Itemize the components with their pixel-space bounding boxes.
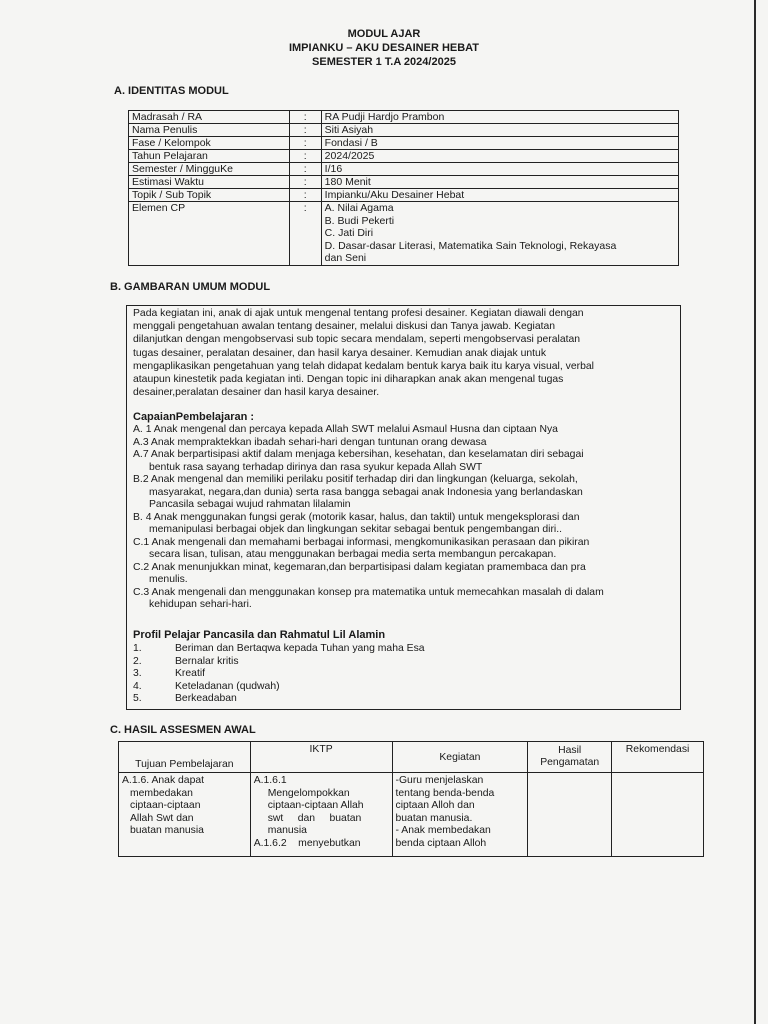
identitas-label: Fase / Kelompok — [129, 137, 290, 150]
cell-line: ciptaan Alloh dan — [395, 800, 475, 811]
gambaran-paragraph — [133, 307, 594, 399]
identitas-sep: : — [289, 137, 321, 150]
doc-title-line2: IMPIANKU – AKU DESAINER HEBAT — [288, 42, 480, 54]
identitas-sep: : — [289, 124, 321, 137]
cell-line: manusia — [267, 825, 307, 836]
cell-line: Allah Swt dan — [130, 812, 194, 824]
profil-number: 5. — [133, 693, 142, 705]
col-header-tujuan: Tujuan Pembelajaran — [119, 742, 251, 773]
assesmen-table — [118, 741, 704, 857]
cell-line: swt dan buatan — [267, 812, 362, 824]
identitas-row — [129, 111, 679, 124]
identitas-row — [129, 163, 679, 176]
identitas-value: 2024/2025 — [321, 150, 678, 163]
identitas-label: Nama Penulis — [129, 124, 290, 137]
elemen-item: D. Dasar-dasar Literasi, Matematika Sain Teknologi, Rekayasa — [324, 239, 617, 252]
cell-line: A.1.6.1 — [253, 775, 287, 786]
cell-line: Mengelompokkan — [267, 787, 350, 799]
elemen-item: B. Budi Pekerti — [324, 214, 395, 227]
profil-text: Keteladanan (qudwah) — [175, 680, 280, 692]
identitas-label: Tahun Pelajaran — [129, 150, 290, 163]
cell-iktp — [250, 773, 392, 857]
capaian-item: secara lisan, tulisan, atau menggunakan berbagai media serta membangun percakapan. — [149, 549, 557, 560]
capaian-item: A. 1 Anak mengenal dan percaya kepada Allah SWT melalui Asmaul Husna dan ciptaan Nya — [133, 424, 558, 435]
col-header-iktp: IKTP — [250, 742, 392, 773]
profil-item — [133, 643, 425, 656]
identitas-sep: : — [289, 150, 321, 163]
identitas-label: Semester / MingguKe — [129, 163, 290, 176]
identitas-table — [128, 110, 679, 266]
capaian-item: memanipulasi berbagai objek dan lingkungan sekitar sebagai bentuk pengembangan diri.. — [149, 524, 563, 535]
doc-title-line1: MODUL AJAR — [347, 28, 421, 40]
col-header-kegiatan: Kegiatan — [392, 742, 528, 773]
cell-tujuan — [119, 773, 251, 857]
cell-line: A.1.6.2 menyebutkan — [253, 837, 361, 849]
table-row — [119, 773, 704, 857]
cell-line: buatan manusia — [130, 825, 204, 836]
identitas-label: Madrasah / RA — [129, 111, 290, 124]
elemen-item: A. Nilai Agama — [324, 202, 394, 214]
cell-line: buatan manusia. — [395, 812, 473, 824]
paragraph-line: menggali pengetahuan awalan tentang desainer, melalui diskusi dan Tanya jawab. Kegiatan — [133, 321, 556, 333]
profil-number: 2. — [133, 655, 142, 667]
identitas-label: Elemen CP — [129, 202, 290, 266]
col-header-rekomendasi: Rekomendasi — [612, 742, 704, 773]
cell-line: -Guru menjelaskan — [395, 775, 484, 786]
capaian-item: A.3 Anak mempraktekkan ibadah sehari-hari dengan tuntunan orang dewasa — [133, 436, 487, 448]
capaian-item: A.7 Anak berpartisipasi aktif dalam menjaga kebersihan, kesehatan, dan keselamatan diri sebagai — [133, 449, 584, 460]
cell-hasil — [528, 773, 612, 857]
identitas-row — [129, 176, 679, 189]
identitas-label: Estimasi Waktu — [129, 176, 290, 189]
identitas-sep: : — [289, 189, 321, 202]
cell-line: ciptaan-ciptaan — [130, 800, 201, 811]
profil-text: Berkeadaban — [175, 693, 237, 705]
capaian-item: kehidupan sehari-hari. — [149, 599, 252, 610]
identitas-value: Fondasi / B — [321, 137, 678, 150]
identitas-value: Siti Asiyah — [321, 124, 678, 137]
profil-text: Kreatif — [175, 668, 206, 680]
capaian-item: C.2 Anak menunjukkan minat, kegemaran,dan berpartisipasi dalam kegiatan pramembaca dan pra — [133, 561, 586, 573]
identitas-value: Impianku/Aku Desainer Hebat — [321, 189, 678, 202]
identitas-sep: : — [289, 176, 321, 189]
identitas-row — [129, 124, 679, 137]
identitas-label: Topik / Sub Topik — [129, 189, 290, 202]
cell-kegiatan — [392, 773, 528, 857]
section-b-title: B. GAMBARAN UMUM MODUL — [110, 281, 271, 293]
profil-item — [133, 681, 425, 694]
cell-line: - Anak membedakan — [395, 825, 491, 836]
profil-item — [133, 693, 425, 706]
section-a-title: A. IDENTITAS MODUL — [114, 85, 229, 97]
elemen-item: C. Jati Diri — [324, 227, 374, 240]
capaian-item: masyarakat, negara,dan dunia) serta rasa bangga sebagai anak Indonesia yang berlandaskan — [149, 486, 583, 498]
elemen-list — [321, 202, 678, 266]
identitas-value: 180 Menit — [321, 176, 678, 189]
paragraph-line: Pada kegiatan ini, anak di ajak untuk mengenal tentang profesi desainer. Kegiatan diawali dengan — [133, 308, 584, 319]
capaian-item: menulis. — [149, 574, 188, 585]
col-header-hasil: Hasil Pengamatan — [528, 742, 612, 773]
identitas-row-elemen — [129, 202, 679, 266]
paragraph-line: dilanjutkan dengan mengobservasi sub topic secara mendalam, seperti mengobservasi peralatan — [133, 334, 581, 346]
capaian-item: B. 4 Anak menggunakan fungsi gerak (motorik kasar, halus, dan taktil) untuk mengeksplorasi dan — [133, 511, 580, 523]
profil-item — [133, 668, 425, 681]
capaian-item: bentuk rasa sayang terhadap dirinya dan rasa syukur kepada Allah SWT — [149, 461, 483, 473]
profil-item — [133, 656, 425, 669]
capaian-item: C.3 Anak mengenali dan menggunakan konsep pra matematika untuk memecahkan masalah di dalam — [133, 586, 604, 598]
identitas-row — [129, 137, 679, 150]
identitas-sep: : — [289, 163, 321, 176]
page-edge-line — [754, 0, 756, 1024]
profil-number: 3. — [133, 668, 142, 680]
cell-line: ciptaan-ciptaan Allah — [267, 800, 364, 811]
profil-number: 1. — [133, 643, 142, 654]
profil-text: Beriman dan Bertaqwa kepada Tuhan yang maha Esa — [175, 643, 425, 654]
paragraph-line: ataupun kinestetik pada kegiatan inti. Dengan topic ini diharapkan anak akan mengenal tugas — [133, 374, 564, 386]
cell-line: membedakan — [130, 787, 193, 799]
identitas-value: I/16 — [321, 163, 678, 176]
elemen-item: dan Seni — [324, 252, 367, 265]
identitas-sep: : — [289, 111, 321, 124]
capaian-title: CapaianPembelajaran : — [133, 411, 255, 423]
profil-text: Bernalar kritis — [175, 655, 239, 667]
doc-title-line3: SEMESTER 1 T.A 2024/2025 — [312, 56, 456, 68]
identitas-row — [129, 150, 679, 163]
profil-number: 4. — [133, 680, 142, 692]
paragraph-line: tugas desainer, peralatan desainer, dan hasil karya desainer. Kemudian anak diajak untuk — [133, 347, 547, 359]
cell-line: tentang benda-benda — [395, 787, 495, 799]
cell-rekomendasi — [612, 773, 704, 857]
capaian-item: Pancasila sebagai wujud rahmatan lilalamin — [149, 499, 351, 510]
section-c-title: C. HASIL ASSESMEN AWAL — [110, 724, 256, 736]
paragraph-line: mengaplikasikan pengetahuan yang telah didapat kedalam bentuk karya baik itu karya visual, verbal — [133, 360, 594, 372]
profil-list — [133, 643, 425, 706]
cell-line: benda ciptaan Alloh — [395, 837, 487, 849]
paragraph-line: desainer,peralatan desainer dan hasil karya desainer. — [133, 387, 380, 399]
identitas-value: RA Pudji Hardjo Prambon — [321, 111, 678, 124]
capaian-item: C.1 Anak mengenali dan memahami berbagai informasi, mengkomunikasikan perasaan dan pikiran — [133, 536, 590, 548]
cell-line: A.1.6. Anak dapat — [122, 775, 205, 786]
identitas-row — [129, 189, 679, 202]
capaian-list — [133, 424, 604, 612]
profil-title: Profil Pelajar Pancasila dan Rahmatul Lil Alamin — [133, 629, 386, 641]
identitas-sep: : — [289, 202, 321, 266]
capaian-item: B.2 Anak mengenal dan memiliki perilaku positif terhadap diri dan lingkungan (keluarga, sekolah, — [133, 474, 578, 485]
